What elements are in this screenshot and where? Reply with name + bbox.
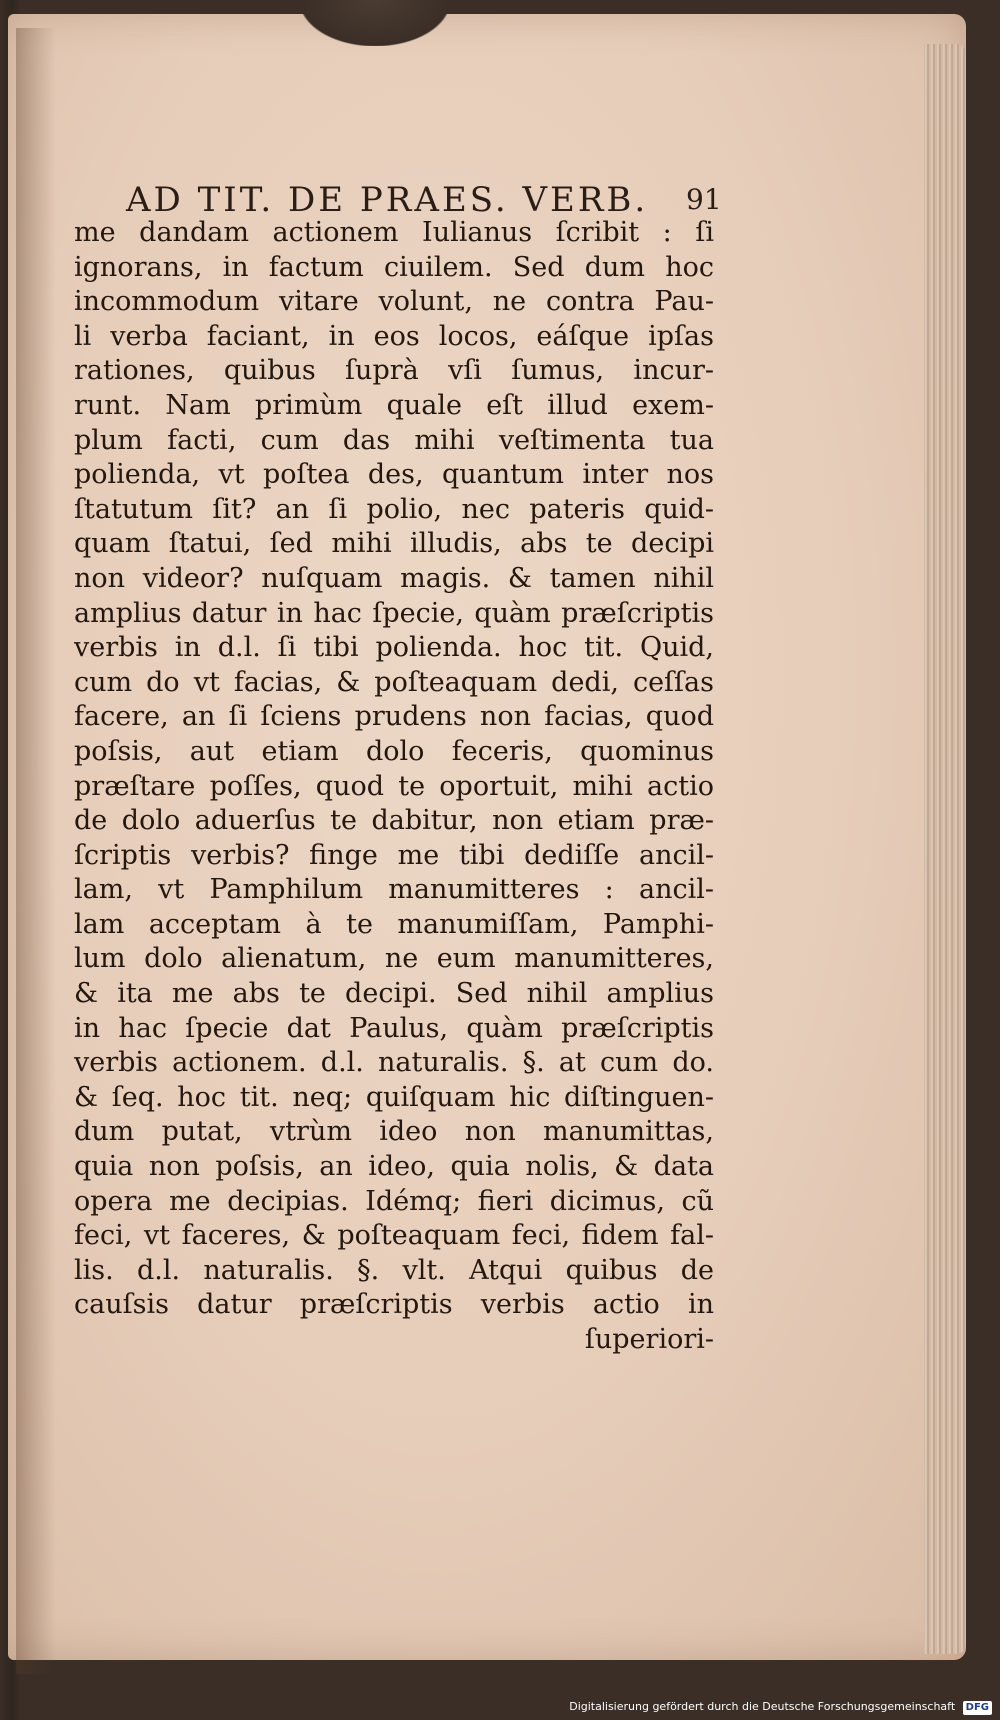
text-line: polienda, vt poſtea des, quantum inter nos <box>74 459 714 491</box>
text-line: cum do vt facias, & poſteaquam dedi, ceſſas <box>74 666 714 698</box>
text-line: verbis actionem. d.l. naturalis. §. at cum do. <box>74 1047 714 1079</box>
text-line: & ita me abs te decipi. Sed nihil amplius <box>74 978 714 1010</box>
folio-number: 91 <box>686 183 722 216</box>
text-line: facere, an ſi ſciens prudens non facias, quod <box>74 701 714 733</box>
page-edges <box>924 44 966 1654</box>
text-line: runt. Nam primùm quale eſt illud exem- <box>74 389 714 421</box>
text-line: amplius datur in hac ſpecie, quàm præſcriptis <box>74 597 714 629</box>
dfg-logo: DFG <box>963 1701 992 1715</box>
text-line: & ſeq. hoc tit. neq; quiſquam hic diſtinguen- <box>74 1081 714 1113</box>
text-line: me dandam actionem Iulianus ſcribit : ſi <box>74 217 714 248</box>
text-line: præſtare poſſes, quod te oportuit, mihi actio <box>74 770 714 802</box>
text-line: lam acceptam à te manumiſſam, Pamphi- <box>74 908 714 940</box>
body-text <box>74 216 714 1358</box>
clasp-shadow <box>300 0 450 46</box>
text-line: lum dolo alienatum, ne eum manumitteres, <box>74 943 714 975</box>
text-line: lis. d.l. naturalis. §. vlt. Atqui quibus de <box>74 1254 714 1286</box>
text-line: lam, vt Pamphilum manumitteres : ancil- <box>74 874 714 906</box>
text-line: dum putat, vtrùm ideo non manumittas, <box>74 1116 714 1148</box>
running-head: AD TIT. DE PRAES. VERB. <box>126 180 649 220</box>
catchword: ſuperiori- <box>584 1324 714 1355</box>
text-line: cauſsis datur præſcriptis verbis actio in <box>74 1289 714 1321</box>
digitization-footer <box>569 1698 992 1716</box>
text-line: in hac ſpecie dat Paulus, quàm præſcriptis <box>74 1012 714 1044</box>
text-line: poſsis, aut etiam dolo feceris, quominus <box>74 735 714 767</box>
spine-shadow <box>16 28 56 1674</box>
text-line: feci, vt faceres, & poſteaquam feci, fidem fal- <box>74 1220 714 1252</box>
text-line: opera me decipias. Idémq; fieri dicimus, cũ <box>74 1185 714 1217</box>
text-line: verbis in d.l. ſi tibi polienda. hoc tit. Quid, <box>74 632 714 664</box>
text-line: rationes, quibus ſuprà vſi ſumus, incur- <box>74 355 714 387</box>
text-line: quam ſtatui, ſed mihi illudis, abs te decipi <box>74 528 714 560</box>
text-line: non videor? nuſquam magis. & tamen nihil <box>74 562 714 594</box>
text-line: ſtatutum ſit? an ſi polio, nec pateris quid- <box>74 493 714 525</box>
text-line: plum facti, cum das mihi veſtimenta tua <box>74 424 714 456</box>
text-line: ſcriptis verbis? finge me tibi dediſſe ancil- <box>74 839 714 871</box>
footer-text: Digitalisierung gefördert durch die Deutsche Forschungsgemeinschaft <box>569 1700 956 1713</box>
text-line: incommodum vitare volunt, ne contra Pau- <box>74 286 714 318</box>
text-line: ignorans, in factum ciuilem. Sed dum hoc <box>74 251 714 283</box>
text-line: quia non poſsis, an ideo, quia nolis, & data <box>74 1151 714 1183</box>
text-line: de dolo aduerſus te dabitur, non etiam præ- <box>74 805 714 837</box>
text-line: li verba faciant, in eos locos, eáſque ipſas <box>74 320 714 352</box>
